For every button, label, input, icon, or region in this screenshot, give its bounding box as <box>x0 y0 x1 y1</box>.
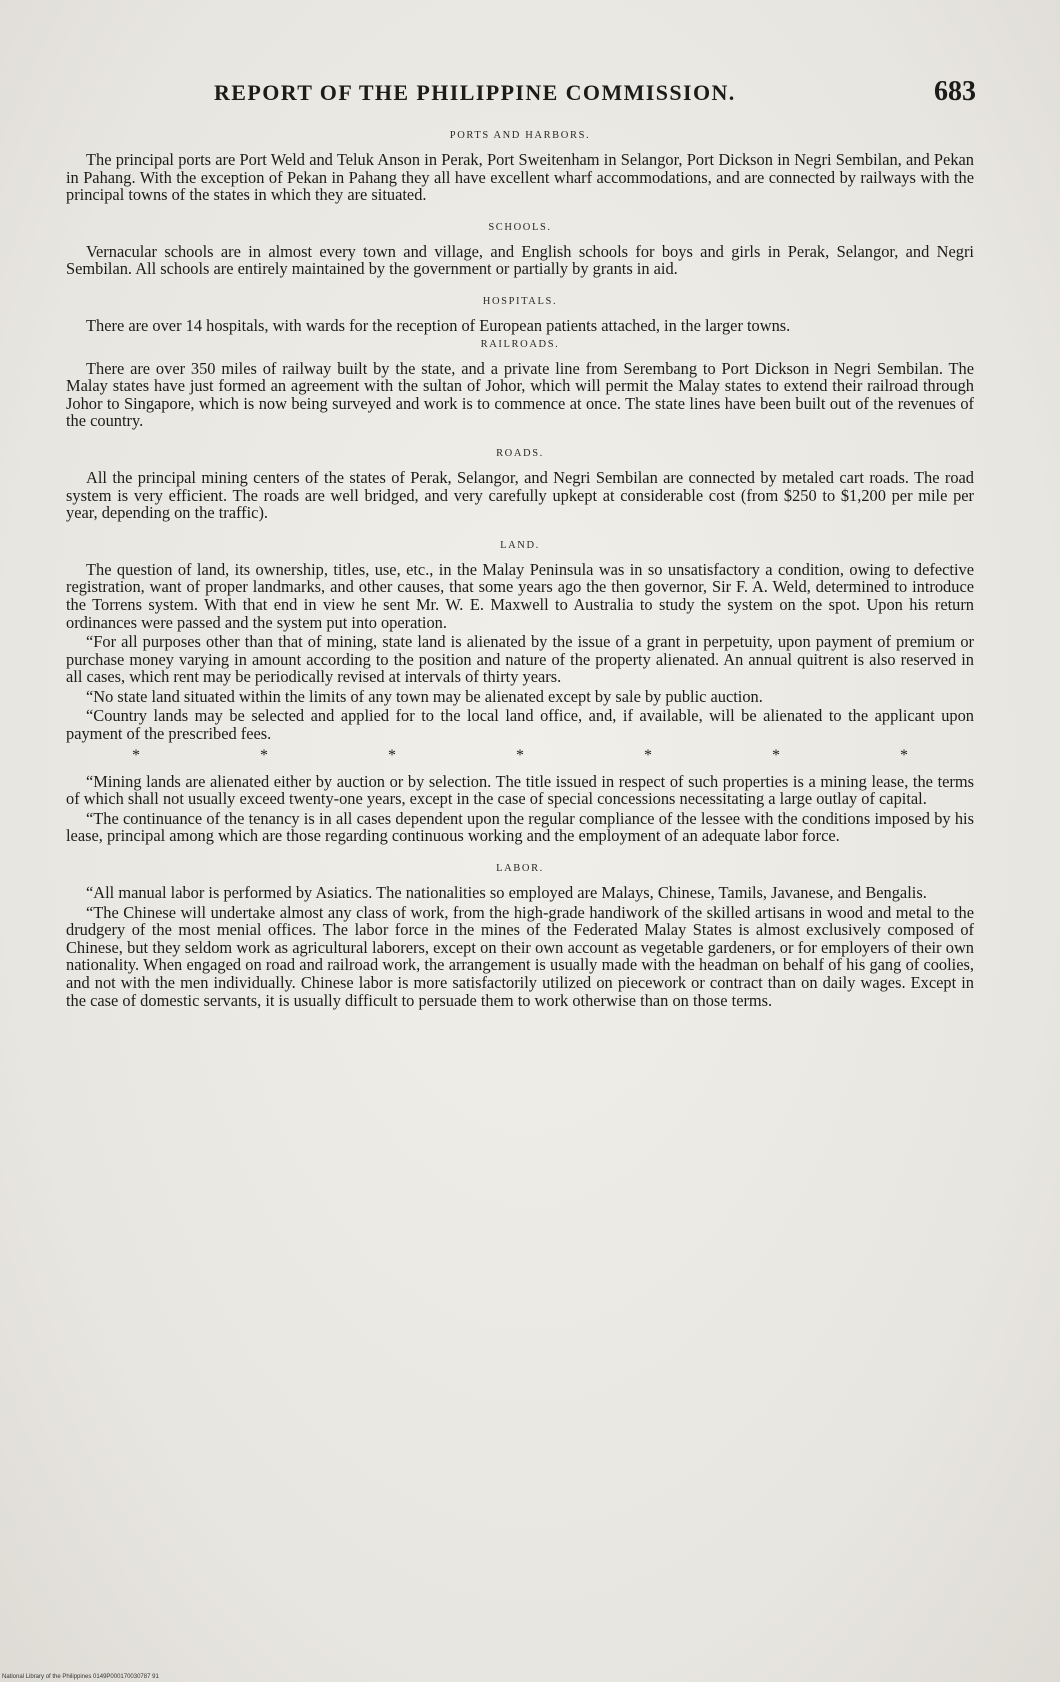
running-title: REPORT OF THE PHILIPPINE COMMISSION. <box>214 80 736 105</box>
scan-footer: National Library of the Philippines 0149P000170030787 91 <box>2 1674 159 1680</box>
section-heading-hospitals: HOSPITALS. <box>482 295 558 307</box>
ellipsis-asterisks <box>66 747 974 765</box>
paragraph-land-2: “For all purposes other than that of mining, state land is alienated by the issue of a grant in perpetuity, upon payment of premium or purchase money varying in amount according to the position and nature of the property alienated. An annual quitrent is also reserved in all cases, which rent may be periodically revised at intervals of thirty years. <box>66 632 974 687</box>
paragraph-land-3: “No state land situated within the limits of any town may be alienated except by sale by public auction. <box>86 686 763 706</box>
paragraph-roads: All the principal mining centers of the states of Perak, Selangor, and Negri Sembilan are connected by metaled cart roads. The road system is very efficient. The roads are well bridged, and very carefully upkept at considerable cost (from $250 to $1,200 per mile per year, depending on the traffic). <box>66 467 974 523</box>
asterisk: * <box>644 746 652 764</box>
asterisk: * <box>260 746 268 764</box>
paragraph-land-4: “Country lands may be selected and applied for to the local land office, and, if available, will be alienated to the applicant upon payment of the prescribed fees. <box>66 706 974 744</box>
asterisk: * <box>516 746 524 764</box>
paragraph-hospitals: There are over 14 hospitals, with wards for the reception of European patients attached, in the larger towns. <box>86 315 791 335</box>
asterisk: * <box>388 746 396 764</box>
page-body <box>66 130 974 1027</box>
section-heading-schools: SCHOOLS. <box>488 221 552 233</box>
asterisk: * <box>772 746 780 764</box>
section-heading-labor: LABOR. <box>496 863 544 875</box>
asterisk: * <box>900 746 908 764</box>
section-heading-land: LAND. <box>500 539 540 551</box>
page-header <box>64 76 976 116</box>
paragraph-labor-2: “The Chinese will undertake almost any class of work, from the high-grade handiwork of the skilled artisans in wood and metal to the drudgery of the most menial offices. The labor force in the mines of the Federated Malay States is almost exclusively composed of Chinese, but they seldom work as agricultural laborers, except on their own account as vegetable gardeners, or for employers of their own nationality. When engaged on road and railroad work, the arrangement is usually made with the headman on behalf of his gang of coolies, and not with the men individually. Chinese labor is more satisfactorily utilized on piecework or contract than on daily wages. Except in the case of domestic servants, it is usually difficult to persuade them to work otherwise than on those terms. <box>66 902 974 1010</box>
paragraph-schools: Vernacular schools are in almost every town and village, and English schools for boys and girls in Perak, Selangor, and Negri Sembilan. All schools are entirely maintained by the government or partially by grants in aid. <box>66 241 974 279</box>
paragraph-labor-1: “All manual labor is performed by Asiatics. The nationalities so employed are Malays, Chinese, Tamils, Javanese, and Bengalis. <box>86 883 927 903</box>
section-heading-ports: PORTS AND HARBORS. <box>449 130 591 141</box>
page-number: 683 <box>934 76 976 107</box>
paragraph-land-1: The question of land, its ownership, titles, use, etc., in the Malay Peninsula was in so unsatisfactory a condition, owing to defective registration, want of proper landmarks, and other causes, that some years ago the then governor, Sir F. A. Weld, determined to introduce the Torrens system. With that end in view he sent Mr. W. E. Maxwell to Australia to study the system on the spot. Upon his return ordinances were passed and the system put into operation. <box>66 559 974 632</box>
section-heading-railroads: RAILROADS. <box>480 338 560 350</box>
asterisk: * <box>132 746 140 764</box>
paragraph-land-6: “The continuance of the tenancy is in all cases dependent upon the regular compliance of the lessee with the conditions imposed by his lease, principal among which are those regarding continuous working and the employment of an adequate labor force. <box>66 808 974 846</box>
paragraph-railroads: There are over 350 miles of railway built by the state, and a private line from Serembang to Port Dickson in Negri Sembilan. The Malay states have just formed an agreement with the sultan of Johor, which will permit the Malay states to extend their railroad through Johor to Singapore, which is now being surveyed and work is to commence at once. The state lines have been built out of the revenues of the country. <box>66 358 974 431</box>
section-heading-roads: ROADS. <box>496 447 544 459</box>
paragraph-land-5: “Mining lands are alienated either by auction or by selection. The title issued in respect of such properties is a mining lease, the terms of which shall not usually exceed twenty-one years, except in the case of special concessions necessitating a large outlay of capital. <box>66 771 974 809</box>
paragraph-ports: The principal ports are Port Weld and Teluk Anson in Perak, Port Sweitenham in Selangor, Port Dickson in Negri Sembilan, and Pekan in Pahang. With the exception of Pekan in Pahang they all have excellent wharf accommodations, and are connected by railways with the principal towns of the states in which they are situated. <box>66 150 974 205</box>
